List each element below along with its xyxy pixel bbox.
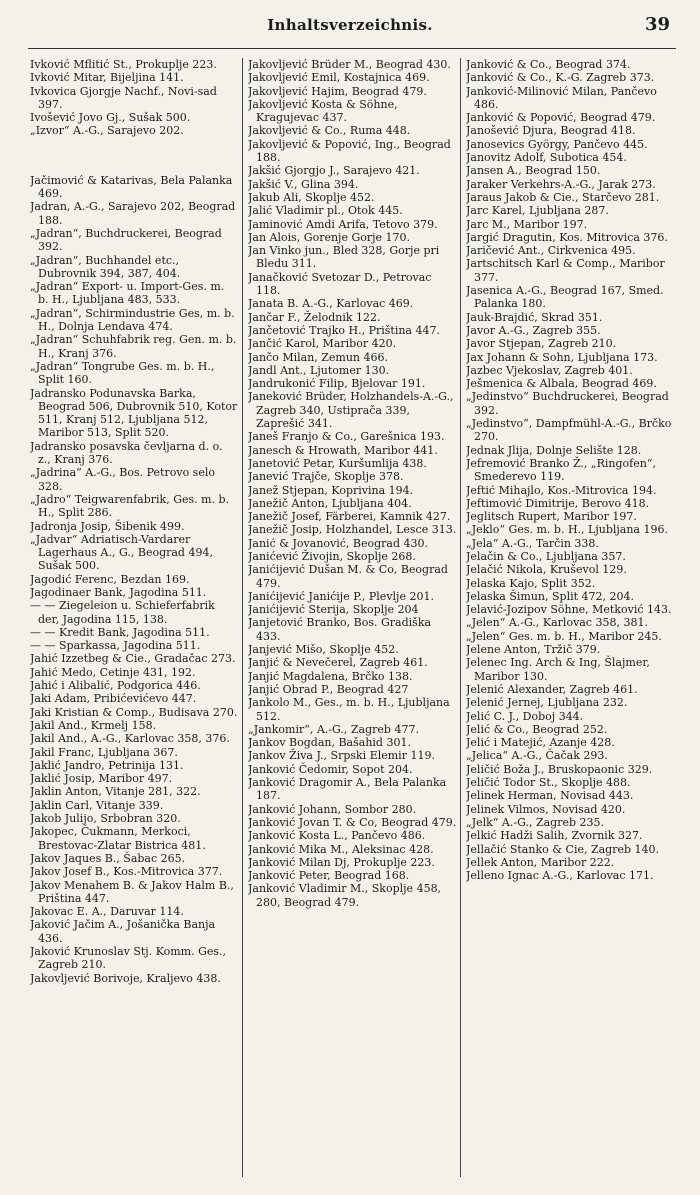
index-entry: Janata B. A.-G., Karlovac 469.: [248, 297, 414, 311]
index-entry: Jaković Jačim A., Jošanička Banja 436.: [30, 918, 216, 945]
index-entry: „Jelen“ Ges. m. b. H., Maribor 245.: [466, 629, 662, 643]
index-entry: Jakob Julijo, Srbobran 320.: [30, 812, 181, 826]
index-entry: Jelene Anton, Tržič 379.: [466, 643, 601, 657]
index-entry: Janežič Josip, Holzhandel, Lesce 313.: [248, 523, 457, 537]
index-entry: „Jadran“ Export- u. Import-Ges. m. b. H., Ljubljana 483, 533.: [30, 280, 225, 307]
index-entry: Jazbec Vjekoslav, Zagreb 401.: [466, 363, 633, 377]
index-entry: Jakov Jaques B., Šabac 265.: [30, 851, 186, 865]
index-entry: Janeš Franjo & Co., Garešnica 193.: [248, 430, 445, 444]
index-entry: Janković & Co., K.-G. Zagreb 373.: [466, 71, 655, 85]
index-entry: Jančar F., Želodnik 122.: [248, 310, 381, 324]
column-divider: [460, 58, 461, 1177]
index-entry: Janković Milan Dj, Prokuplje 223.: [248, 855, 435, 869]
index-entry: Jaričević Ant., Cirkvenica 495.: [466, 244, 636, 258]
index-entry: Janković Kosta L., Pančevo 486.: [248, 829, 426, 843]
index-entry: Ivković Mitar, Bijeljina 141.: [30, 71, 184, 85]
index-entry: Janjić & Nevečerel, Zagreb 461.: [248, 656, 428, 670]
index-entry: Janićević Živojin, Skoplje 268.: [248, 549, 416, 563]
index-entry: Jelić & Co., Beograd 252.: [466, 722, 608, 736]
page-header: [0, 14, 700, 40]
index-entry: Janković Čedomir, Sopot 204.: [248, 762, 413, 776]
index-entry: Jalić Vladimir pl., Otok 445.: [248, 204, 403, 218]
index-entry: Jagodinaer Bank, Jagodina 511.: [30, 585, 207, 599]
index-entry: Jelaska Šimun, Split 472, 204.: [466, 589, 635, 603]
index-entry: Janovitz Adolf, Subotica 454.: [466, 151, 627, 165]
index-entry: Jakovljević Hajim, Beograd 479.: [248, 84, 427, 98]
section-gap: [30, 149, 238, 163]
column-divider: [242, 58, 243, 1177]
index-entry: Jakovljević Borivoje, Kraljevo 438.: [30, 971, 221, 985]
index-entry: Jadransko Podunavska Barka, Beograd 506, Dubrovnik 510, Kotor 511, Kranj 512, Ljubljana 512, Maribor 513, Split 520.: [30, 386, 238, 440]
index-entry: „Jadvar“ Adriatisch-Vardarer Lagerhaus A., G., Beograd 494, Sušak 500.: [30, 532, 213, 573]
index-entry: Janević Trajče, Skoplje 378.: [248, 470, 404, 484]
index-entry: Jakovljević & Co., Ruma 448.: [248, 124, 411, 138]
index-entry: Janjić Obrad P., Beograd 427: [248, 682, 409, 696]
index-entry: Jaklin Anton, Vitanje 281, 322.: [30, 785, 201, 799]
index-entry: „Jadrina“ A.-G., Bos. Petrovo selo 328.: [30, 466, 215, 493]
index-entry: Jakov Menahem B. & Jakov Halm B., Priština 447.: [30, 878, 234, 905]
index-entry: „Izvor“ A.-G., Sarajevo 202.: [30, 124, 184, 138]
index-entry: Janković Johann, Sombor 280.: [248, 802, 417, 816]
index-entry: Janjetović Branko, Bos. Gradiška 433.: [248, 616, 432, 643]
index-entry: „Jadran“, Buchdruckerei, Beograd 392.: [30, 226, 222, 254]
index-entry: Jeftić Mihajlo, Kos.-Mitrovica 194.: [466, 483, 657, 497]
index-entry: Jakovljević Brüder M., Beograd 430.: [248, 58, 451, 71]
index-entry: „Jelk“ A.-G., Zagreb 235.: [466, 815, 605, 829]
index-entry: Jaklić Jandro, Petrinija 131.: [30, 758, 184, 772]
index-entry: Jakub Ali, Skoplje 452.: [248, 190, 375, 204]
index-entry: Jelačin & Co., Ljubljana 357.: [466, 549, 626, 563]
index-entry: Jaklin Carl, Vitanje 339.: [30, 798, 164, 812]
index-entry: Jelinek Vilmos, Novisad 420.: [466, 802, 626, 816]
index-entry: Jellačić Stanko & Cie, Zagreb 140.: [466, 842, 659, 856]
index-entry: Jahić Izzetbeg & Cie., Gradačac 273.: [30, 652, 236, 666]
index-entry: Janković & Co., Beograd 374.: [466, 58, 631, 71]
index-entry: Jeftimović Dimitrije, Berovo 418.: [466, 496, 650, 510]
index-entry: Jednak Jlija, Dolnje Selište 128.: [466, 443, 642, 457]
index-entry: Jakovljević Emil, Kostajnica 469.: [248, 71, 430, 85]
index-entry: Jagodić Ferenc, Bezdan 169.: [30, 572, 190, 586]
index-entry: Jandl Ant., Ljutomer 130.: [248, 363, 390, 377]
index-entry: Jelačić Nikola, Kruševol 129.: [466, 563, 627, 577]
index-entry: Janković-Milinović Milan, Pančevo 486.: [466, 84, 657, 111]
index-entry: „Jadran“, Schirmindustrie Ges, m. b. H., Dolnja Lendava 474.: [30, 306, 235, 334]
index-entry: Jaraus Jakob & Cie., Starčevo 281.: [466, 190, 660, 204]
index-entry: Jančetović Trajko H., Priština 447.: [248, 323, 440, 337]
index-entry: Jartschitsch Karl & Comp., Maribor 377.: [466, 257, 665, 284]
index-entry: Janićijević Sterija, Skoplje 204: [248, 603, 419, 617]
index-entry: „Jela“ A.-G., Tarčin 338.: [466, 536, 599, 550]
index-entry: Janjić Magdalena, Brčko 138.: [248, 669, 413, 683]
index-entry: Javor Stjepan, Zagreb 210.: [466, 337, 617, 351]
index-entry: Ivković Mflitić St., Prokuplje 223.: [30, 58, 217, 71]
index-entry: Jelavić-Jozipov Söhne, Metković 143.: [466, 603, 672, 617]
index-entry: Janeković Brüder, Holzhandels-A.-G., Zagreb 340, Ustiprača 339, Zaprešić 341.: [248, 390, 454, 431]
index-entry: Jakil And., A.-G., Karlovac 358, 376.: [30, 732, 230, 746]
index-entry: Janosevics György, Pančevo 445.: [466, 137, 648, 151]
header-rule: [28, 48, 676, 49]
index-entry: Jakil Franc, Ljubljana 367.: [30, 745, 178, 759]
index-entry: Janesch & Hrowath, Maribor 441.: [248, 443, 438, 457]
index-entry: Janošević Djura, Beograd 418.: [466, 124, 636, 138]
index-entry: Janačković Svetozar D., Petrovac 118.: [248, 270, 432, 298]
index-entry: — — Kredit Bank, Jagodina 511.: [30, 625, 210, 639]
index-entry: Jakil And., Krmelj 158.: [30, 718, 157, 732]
index-entry: Janković Vladimir M., Skoplje 458, 280, Beograd 479.: [248, 882, 442, 909]
index-entry: Janković Peter, Beograd 168.: [248, 869, 410, 883]
index-entry: Jauk-Brajdić, Skrad 351.: [466, 310, 603, 324]
index-entry: Jakšić Gjorgjo J., Sarajevo 421.: [248, 164, 420, 178]
index-entry: „Jeklo“ Ges. m. b. H., Ljubljana 196.: [466, 523, 668, 537]
index-column-right: [466, 58, 674, 1177]
index-entry: Jaković Krunoslav Stj. Komm. Ges., Zagreb 210.: [30, 945, 227, 972]
index-entry: Janež Stjepan, Koprivina 194.: [248, 483, 414, 497]
index-entry: Jarc Karel, Ljubljana 287.: [466, 204, 609, 218]
index-entry: Jandrukonić Filip, Bjelovar 191.: [248, 377, 426, 391]
index-entry: Jeličić Todor St., Skoplje 488.: [466, 776, 631, 790]
index-entry: Jelić C. J., Doboj 344.: [466, 709, 584, 723]
index-entry: Jakovac E. A., Daruvar 114.: [30, 905, 184, 919]
index-entry: Jankov Bogdan, Bašahid 301.: [248, 736, 411, 750]
index-entry: Javor A.-G., Zagreb 355.: [466, 323, 601, 337]
index-entry: Jelenec Ing. Arch & Ing, Šlajmer, Maribor 130.: [466, 656, 650, 683]
index-entry: Jeglitsch Rupert, Maribor 197.: [466, 510, 637, 524]
index-entry: Jakšić V., Glina 394.: [248, 177, 359, 191]
index-entry: Jankolo M., Ges., m. b. H., Ljubljana 512.: [248, 696, 450, 723]
index-entry: „Jadran“ Schuhfabrik reg. Gen. m. b. H., Kranj 376.: [30, 333, 237, 360]
index-entry: Jakov Josef B., Kos.-Mitrovica 377.: [30, 865, 223, 879]
index-entry: Jax Johann & Sohn, Ljubljana 173.: [466, 350, 658, 364]
index-entry: Jelinek Herman, Novisad 443.: [466, 789, 634, 803]
index-entry: Jakovljević & Popović, Ing., Beograd 188.: [248, 137, 451, 165]
index-entry: — — Ziegeleion u. Schieferfabrik der, Jagodina 115, 138.: [30, 599, 215, 626]
index-entry: Janetović Petar, Kuršumlija 438.: [248, 456, 427, 470]
index-entry: Jelleno Ignac A.-G., Karlovac 171.: [466, 869, 654, 883]
index-entry: Jančo Milan, Zemun 466.: [248, 350, 389, 364]
index-entry: Ivkovica Gjorgje Nachf., Novi-sad 397.: [30, 84, 217, 111]
index-entry: Janković Mika M., Aleksinac 428.: [248, 842, 434, 856]
index-entry: Jan Vinko jun., Bled 328, Gorje pri Bledu 311.: [248, 244, 440, 271]
index-entry: Jadran, A.-G., Sarajevo 202, Beograd 188.: [30, 200, 236, 227]
index-entry: Ivošević Jovo Gj., Sušak 500.: [30, 111, 191, 125]
index-entry: Jaki Kristian & Comp., Budisava 270.: [30, 705, 238, 719]
index-entry: Jahić i Alibalić, Podgorica 446.: [30, 679, 201, 693]
page-title: Inhaltsverzeichnis.: [267, 16, 433, 34]
index-entry: Jan Alois, Gorenje Gorje 170.: [248, 230, 411, 244]
index-entry: Jeličić Boža J., Bruskopaonic 329.: [466, 762, 653, 776]
index-entry: Jadronja Josip, Šibenik 499.: [30, 519, 185, 533]
index-entry: Ješmenica & Albala, Beograd 469.: [466, 377, 657, 391]
index-entry: Jakopec, Čukmann, Merkoci, Brestovac-Zlatar Bistrica 481.: [30, 825, 206, 852]
index-entry: Jadransko posavska čevljarna d. o. z., Kranj 376.: [30, 439, 223, 467]
index-entry: „Jedinstvo“, Dampfmühl-A.-G., Brčko 270.: [466, 417, 672, 444]
page-number: 39: [644, 14, 670, 35]
index-entry: Jelenić Jernej, Ljubljana 232.: [466, 696, 628, 710]
index-entry: Janežič Josef, Färberei, Kamnik 427.: [248, 510, 451, 524]
index-entry: Jefremović Branko Ž., „Ringofen“, Smederevo 119.: [466, 456, 656, 484]
index-entry: Janjević Mišo, Skoplje 452.: [248, 643, 399, 657]
index-entry: Janežič Anton, Ljubljana 404.: [248, 496, 412, 510]
index-entry: „Jadro“ Teigwarenfabrik, Ges. m. b. H., Split 286.: [30, 492, 230, 520]
index-entry: Jarc M., Maribor 197.: [466, 217, 588, 231]
index-column-middle: [248, 58, 458, 1177]
index-entry: Janković & Popović, Beograd 479.: [466, 111, 656, 125]
index-entry: Jaki Adam, Pribićevićevo 447.: [30, 692, 197, 706]
index-entry: „Jadran“ Tongrube Ges. m. b. H., Split 160.: [30, 359, 215, 387]
index-entry: „Jedinstvo“ Buchdruckerei, Beograd 392.: [466, 390, 669, 417]
index-entry: Jaraker Verkehrs-A.-G., Jarak 273.: [466, 177, 656, 191]
index-entry: Jansen A., Beograd 150.: [466, 164, 601, 178]
index-entry: „Jadran“, Buchhandel etc., Dubrovnik 394, 387, 404.: [30, 253, 181, 280]
index-entry: Jančić Karol, Maribor 420.: [248, 337, 397, 351]
index-entry: Jakovljević Kosta & Söhne, Kragujevac 437.: [248, 97, 398, 125]
index-entry: Jačimović & Katarivas, Bela Palanka 469.: [30, 173, 233, 201]
index-entry: Janković Dragomir A., Bela Palanka 187.: [248, 776, 447, 803]
index-entry: „Jelica“ A.-G., Čačak 293.: [466, 749, 608, 763]
index-entry: Jelaska Kajo, Split 352.: [466, 576, 596, 590]
index-entry: „Jelen“ A.-G., Karlovac 358, 381.: [466, 616, 648, 630]
index-entry: Janićijević Janićije P., Plevlje 201.: [248, 589, 434, 603]
index-entry: Jelić i Matejić, Azanje 428.: [466, 736, 615, 750]
index-entry: Jelkić Hadži Salih, Zvornik 327.: [466, 829, 643, 843]
index-entry: Jelenić Alexander, Zagreb 461.: [466, 682, 638, 696]
index-entry: Janić & Jovanović, Beograd 430.: [248, 536, 429, 550]
index-entry: — — Sparkassa, Jagodina 511.: [30, 639, 201, 653]
index-entry: Janković Jovan T. & Co, Beograd 479.: [248, 815, 457, 829]
index-entry: Jellek Anton, Maribor 222.: [466, 855, 615, 869]
index-entry: Jasenica A.-G., Beograd 167, Smed. Palanka 180.: [466, 284, 664, 311]
index-entry: Jahić Medo, Cetinje 431, 192.: [30, 665, 196, 679]
index-entry: Jankov Živa J., Srpski Elemir 119.: [248, 749, 435, 763]
index-entry: Jargić Dragutin, Kos. Mitrovica 376.: [466, 230, 668, 244]
index-entry: Janićijević Dušan M. & Co, Beograd 479.: [248, 563, 448, 590]
index-entry: Jaklić Josip, Maribor 497.: [30, 772, 173, 786]
index-entry: Jaminović Amdi Arifa, Tetovo 379.: [248, 217, 438, 231]
index-entry: „Jankomir“, A.-G., Zagreb 477.: [248, 722, 419, 736]
index-column-left: [30, 58, 238, 1177]
